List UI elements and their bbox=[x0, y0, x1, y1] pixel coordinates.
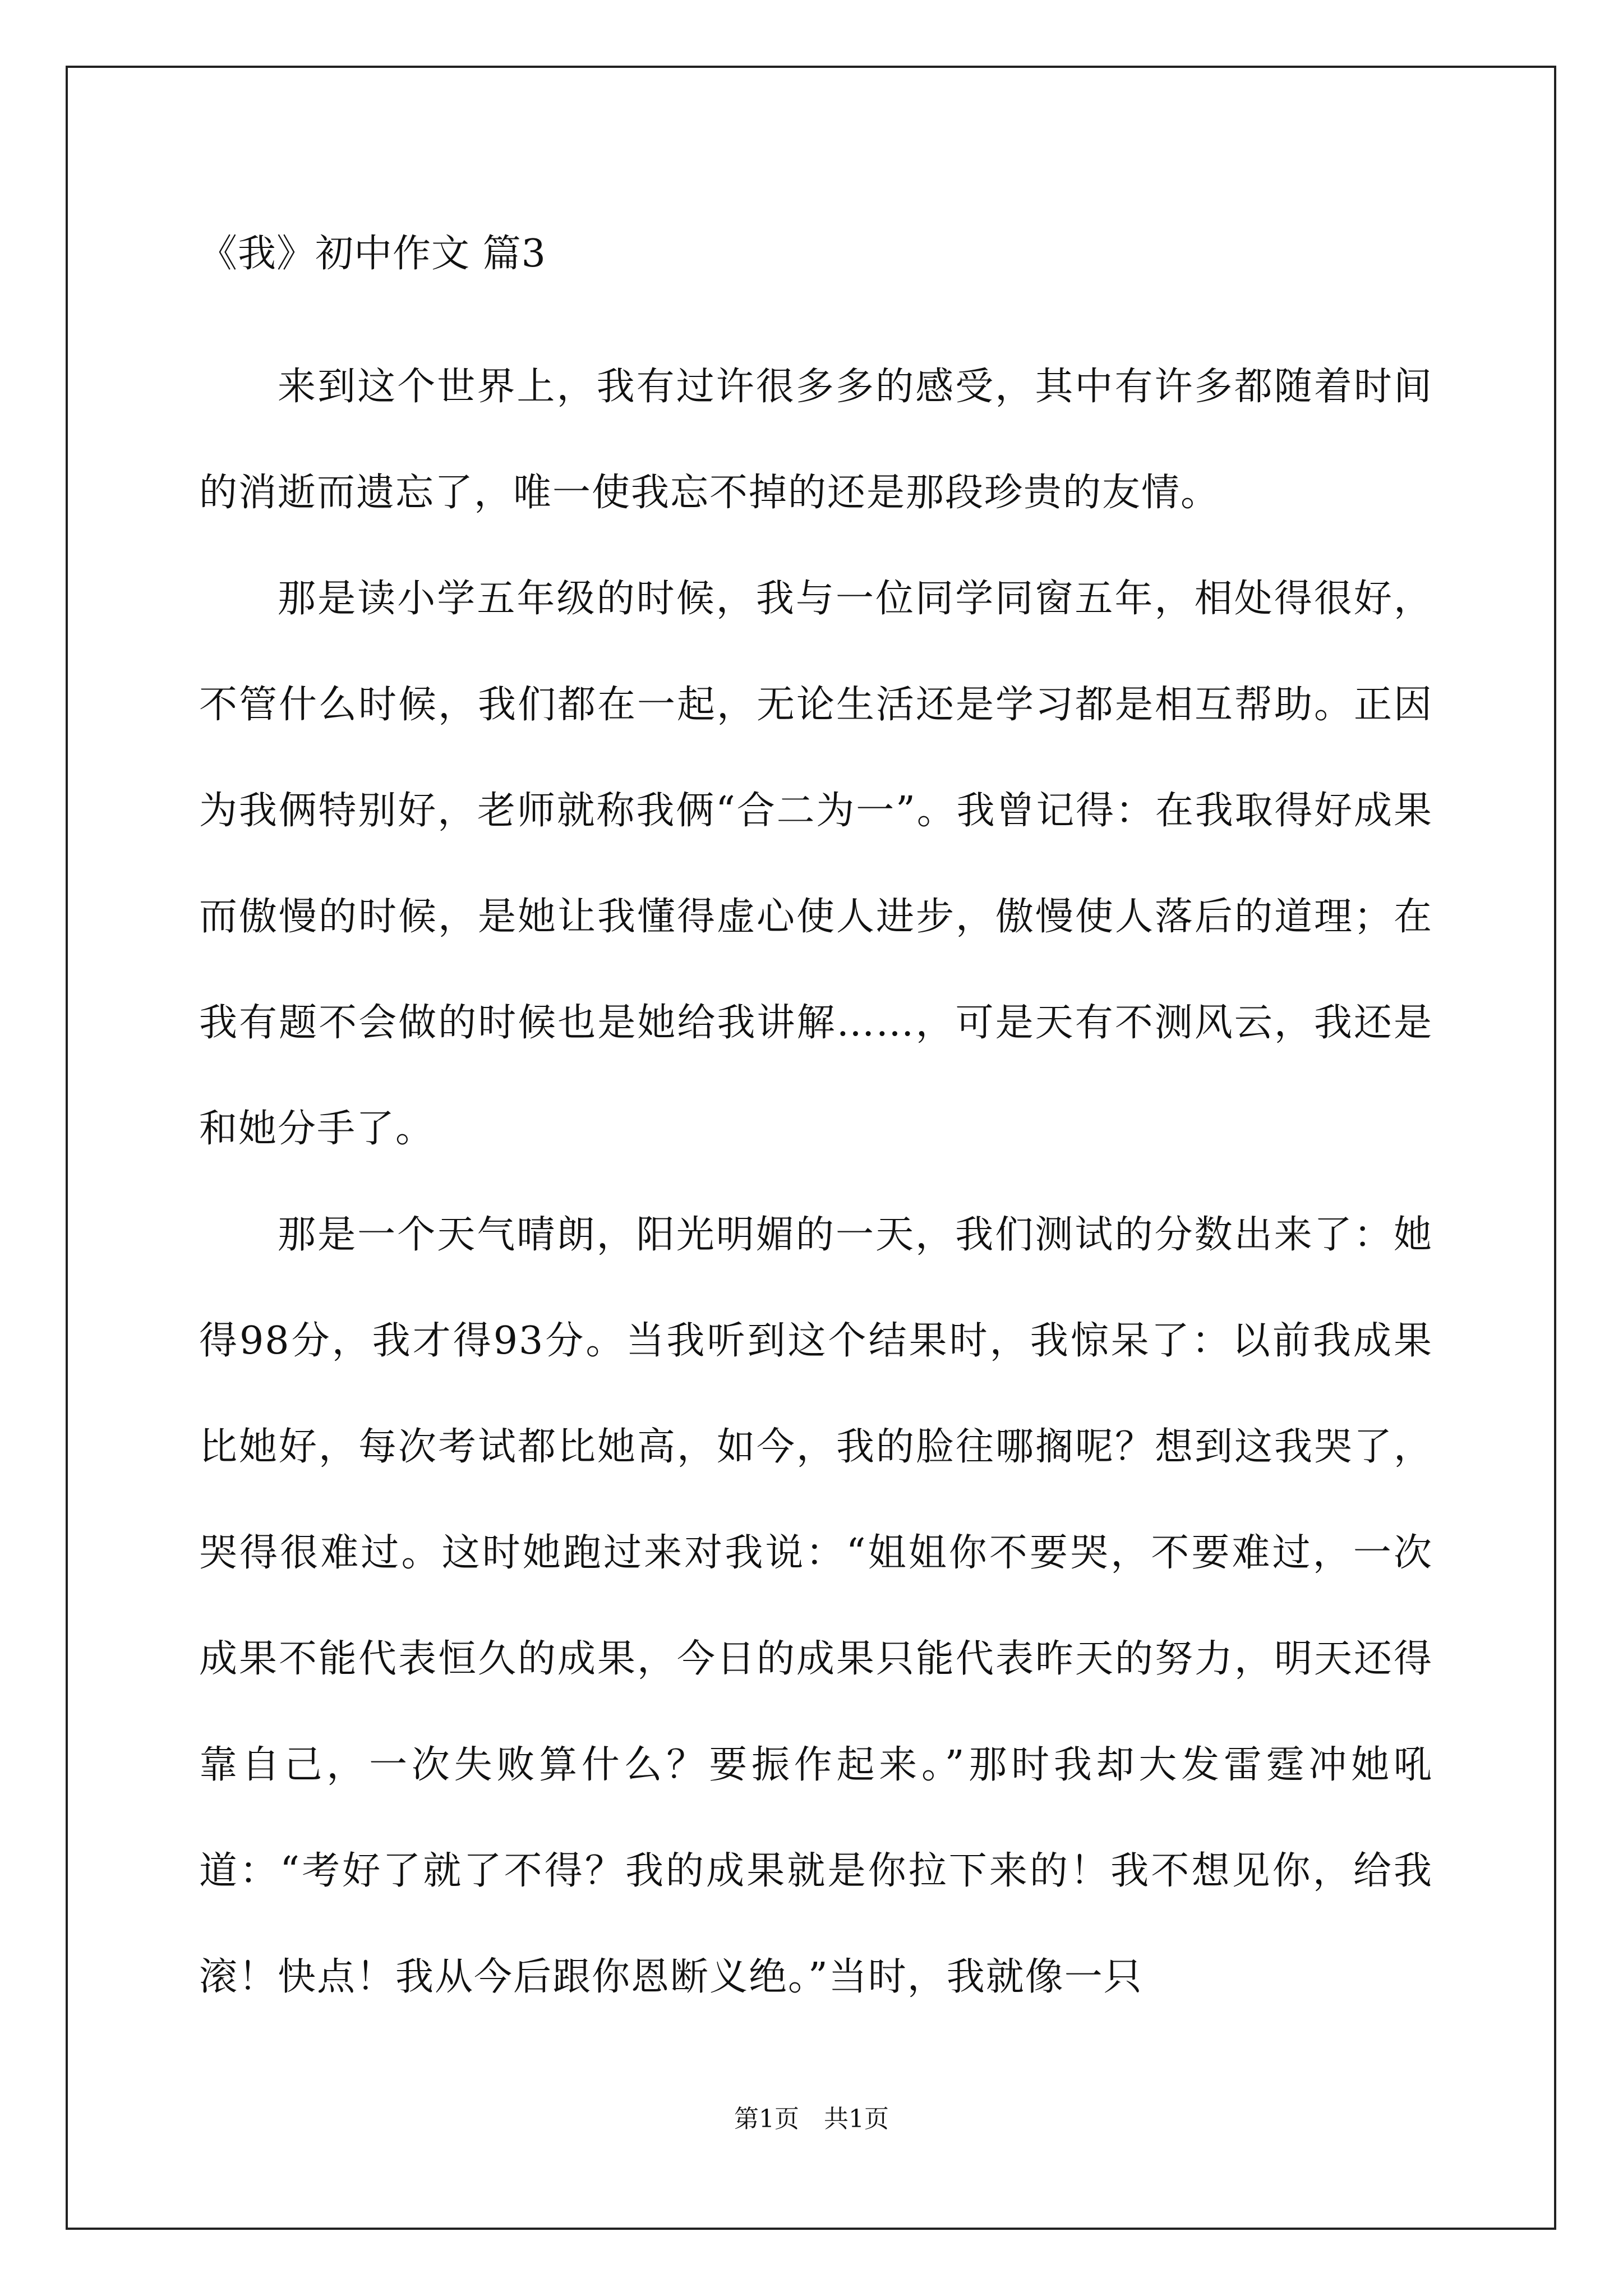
page-footer: 第1页 共1页 bbox=[734, 2105, 889, 2133]
paragraph-2: 那是读小学五年级的时候，我与一位同学同窗五年，相处得很好，不管什么时候，我们都在一起，无论生活还是学习都是相互帮助。正因为我俩特别好，老师就称我俩“合二为一”。我曾记得：在我取得好成果而傲慢的时候，是她让我懂得虚心使人进步，傲慢使人落后的道理；在我有题不会做的时候也是她给我讲解……，可是天有不测风云，我还是和她分手了。 bbox=[199, 577, 1433, 1151]
document-title: 《我》初中作文 篇3 bbox=[199, 232, 546, 276]
paragraph-3: 那是一个天气晴朗，阳光明媚的一天，我们测试的分数出来了：她得98分，我才得93分。当我听到这个结果时，我惊呆了：以前我成果比她好，每次考试都比她高，如今，我的脸往哪搁呢？想到这我哭了，哭得很难过。这时她跑过来对我说：“姐姐你不要哭，不要难过，一次成果不能代表恒久的成果，今日的成果只能代表昨天的努力，明天还得靠自己，一次失败算什么？要振作起来。”那时我却大发雷霆冲她吼道：“考好了就了不得？我的成果就是你拉下来的！我不想见你，给我滚！快点！我从今后跟你恩断义绝。”当时，我就像一只 bbox=[199, 1213, 1433, 1999]
paragraph-1: 来到这个世界上，我有过许很多多的感受，其中有许多都随着时间的消逝而遗忘了，唯一使我忘不掉的还是那段珍贵的友情。 bbox=[199, 365, 1433, 515]
document-body bbox=[199, 227, 1433, 2030]
